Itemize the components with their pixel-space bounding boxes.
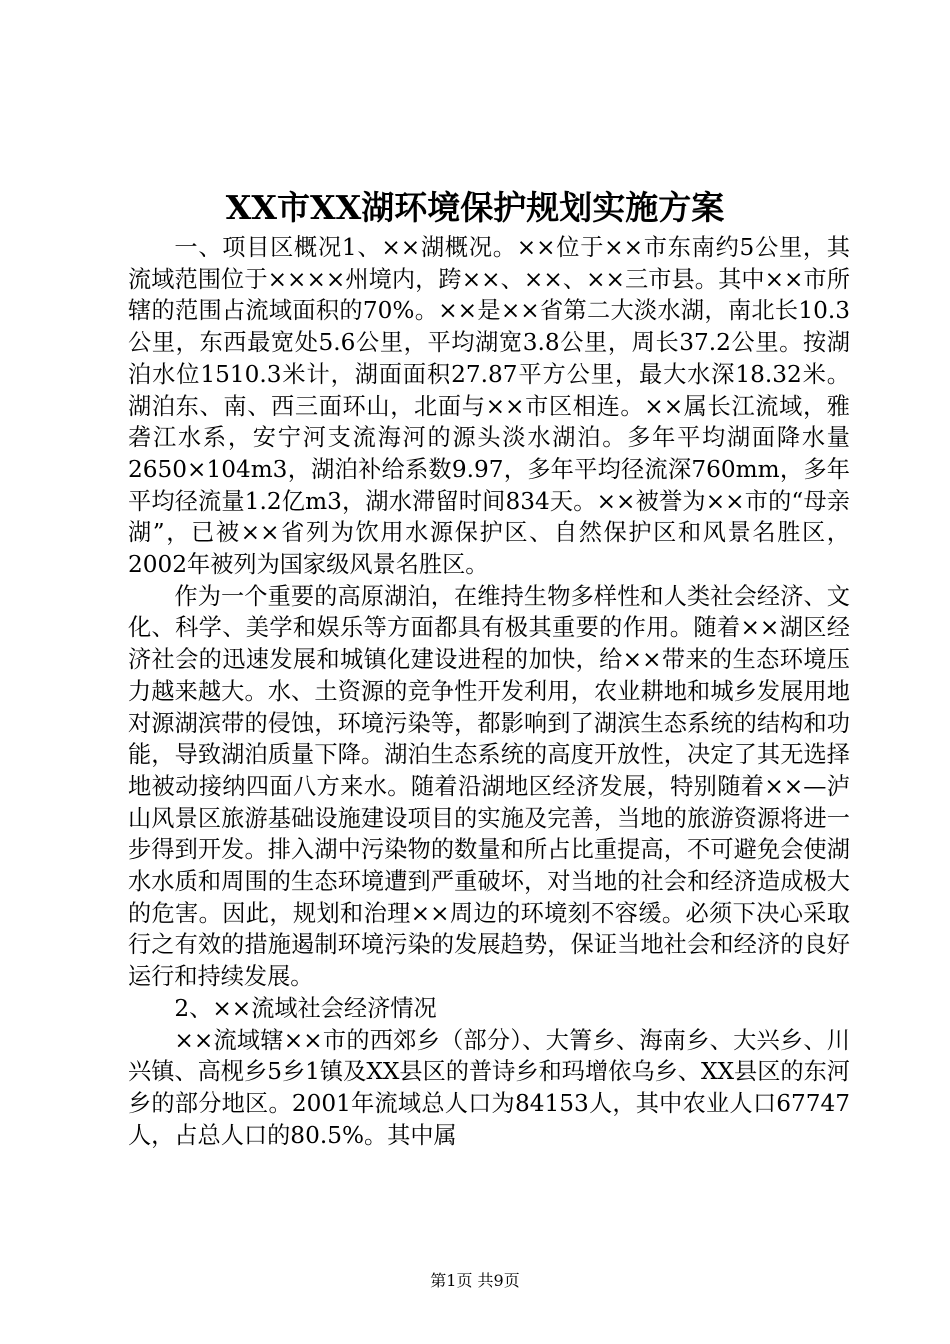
paragraph-overview: 一、项目区概况1、××湖概况。××位于××市东南约5公里，其流域范围位于××××州境内，跨××、××、××三市县。其中××市所辖的范围占流域面积的70%。××是××省第二大淡水湖，南北长10.3公里，东西最宽处5.6公里，平均湖宽3.8公里，周长37.2公里。按湖泊水位1510.3米计，湖面面积27.87平方公里，最大水深18.32米。湖泊东、南、西三面环山，北面与××市区相连。××属长江流域，雅砻江水系，安宁河支流海河的源头淡水湖泊。多年平均湖面降水量2650×104m3，湖泊补给系数9.97，多年平均径流深760mm，多年平均径流量1.2亿m3，湖水滞留时间834天。××被誉为××市的“母亲湖”，已被××省列为饮用水源保护区、自然保护区和风景名胜区，2002年被列为国家级风景名胜区。 bbox=[128, 234, 850, 579]
paragraph-socioeconomic: ××流域辖××市的西郊乡（部分）、大箐乡、海南乡、大兴乡、川兴镇、高枧乡5乡1镇及XX县区的普诗乡和玛增依乌乡、XX县区的东河乡的部分地区。2001年流域总人口为84153人，其中农业人口67747人，占总人口的80.5%。其中属 bbox=[128, 1026, 850, 1149]
section-heading-socioeconomic: 2、××流域社会经济情况 bbox=[174, 994, 437, 1022]
document-body bbox=[128, 232, 850, 1151]
paragraph-importance: 作为一个重要的高原湖泊，在维持生物多样性和人类社会经济、文化、科学、美学和娱乐等方面都具有极其重要的作用。随着××湖区经济社会的迅速发展和城镇化建设进程的加快，给××带来的生态环境压力越来越大。水、土资源的竞争性开发利用，农业耕地和城乡发展用地对源湖滨带的侵蚀，环境污染等，都影响到了湖滨生态系统的结构和功能，导致湖泊质量下降。湖泊生态系统的高度开放性，决定了其无选择地被动接纳四面八方来水。随着沿湖地区经济发展，特别随着××—泸山风景区旅游基础设施建设项目的实施及完善，当地的旅游资源将进一步得到开发。排入湖中污染物的数量和所占比重提高，不可避免会使湖水水质和周围的生态环境遭到严重破坏，对当地的社会和经济造成极大的危害。因此，规划和治理××周边的环境刻不容缓。必须下决心采取行之有效的措施遏制环境污染的发展趋势，保证当地社会和经济的良好运行和持续发展。 bbox=[128, 582, 850, 991]
document-title: XX市XX湖环境保护规划实施方案 bbox=[225, 188, 725, 227]
page-number-footer: 第1页 共9页 bbox=[430, 1271, 520, 1290]
